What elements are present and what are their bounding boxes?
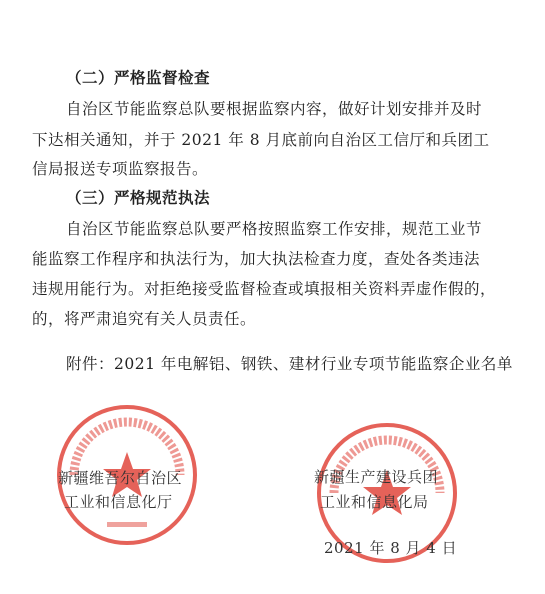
left-signature-line-2: 工业和信息化厅 [64, 493, 173, 511]
section-3-line-4: 的，将严肃追究有关人员责任。 [32, 310, 257, 328]
section-2-line-2: 下达相关通知，并于 2021 年 8 月底前向自治区工信厅和兵团工 [32, 131, 490, 149]
section-2-line-3: 信局报送专项监察报告。 [32, 160, 209, 178]
section-3-line-3: 违规用能行为。对拒绝接受监督检查或填报相关资料弄虚作假的， [32, 280, 497, 298]
section-3-line-2: 能监察工作程序和执法行为，加大执法检查力度，查处各类违法 [32, 250, 481, 268]
right-signature-line-2: 工业和信息化局 [320, 493, 429, 511]
section-3-line-1: 自治区节能监察总队要严格按照监察工作安排，规范工业节 [66, 220, 483, 238]
section-3-heading: （三）严格规范执法 [66, 188, 211, 207]
attachment-line: 附件：2021 年电解铝、钢铁、建材行业专项节能监察企业名单 [66, 355, 513, 373]
signature-date: 2021 年 8 月 4 日 [324, 539, 458, 557]
left-signature-line-1: 新疆维吾尔自治区 [58, 469, 183, 487]
section-2-line-1: 自治区节能监察总队要根据监察内容，做好计划安排并及时 [66, 100, 483, 118]
right-signature-line-1: 新疆生产建设兵团 [314, 468, 439, 486]
section-2-heading: （二）严格监督检查 [66, 68, 211, 87]
